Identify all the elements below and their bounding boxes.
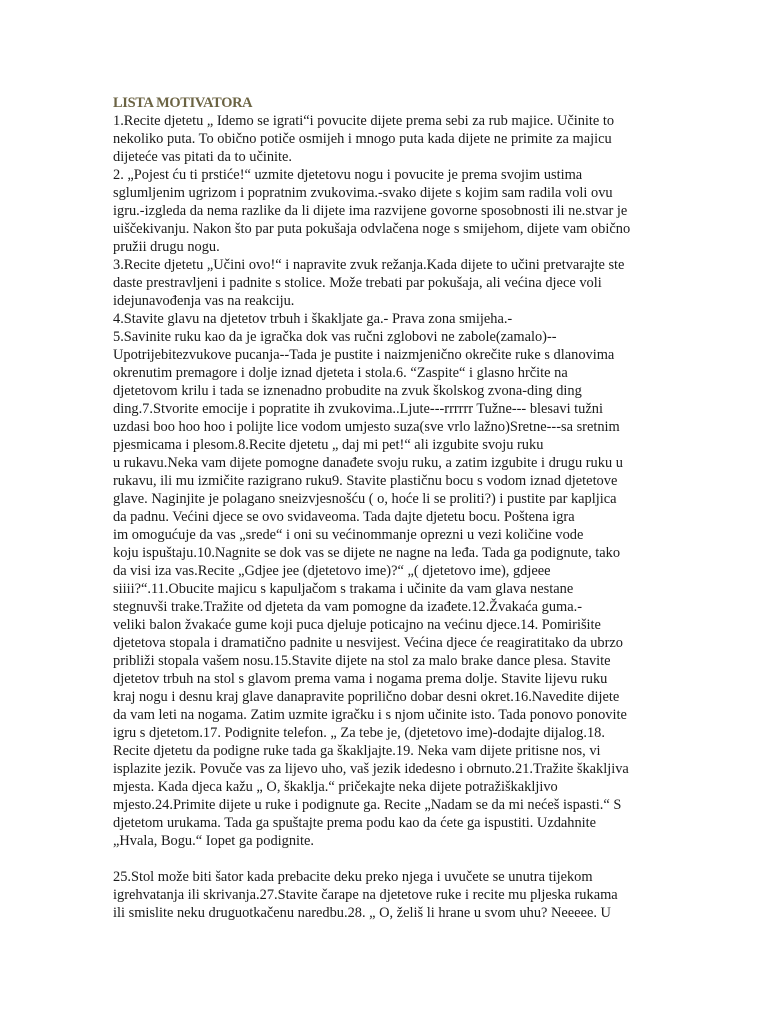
text-line: im omogućuje da vas „srede“ i oni su većinommanje oprezni u vezi količine vode bbox=[113, 527, 584, 543]
text-line: 3.Recite djetetu „Učini ovo!“ i napravite zvuk režanja.Kada dijete to učini pretvarajte ste bbox=[113, 257, 625, 273]
text-line: u rukavu.Neka vam dijete pomogne danađete svoju ruku, a zatim izgubite i drugu ruku u bbox=[113, 455, 623, 471]
paragraph-block-2 bbox=[113, 868, 661, 922]
text-line: glave. Naginjite je polagano sneizvjesnošću ( o, hoće li se proliti?) i pustite par kapljica bbox=[113, 491, 617, 507]
text-line: mjesto.24.Primite dijete u ruke i podignute ga. Recite „Nadam se da mi nećeš ispasti.“ S bbox=[113, 797, 622, 813]
text-line: ding.7.Stvorite emocije i popratite ih zvukovima..Ljute---rrrrrr Tužne--- blesavi tužni bbox=[113, 401, 603, 417]
text-line: uzdasi boo hoo hoo i polijte lice vodom umjesto suza(sve vrlo lažno)Sretne---sa sretnim bbox=[113, 419, 620, 435]
text-line: uiščekivanju. Nakon što par puta pokušaja odvlačena noge s smijehom, dijete vam obično bbox=[113, 221, 631, 237]
text-line: kraj nogu i desnu kraj glave danapravite poprilično dobar desni okret.16.Navedite dijete bbox=[113, 689, 620, 705]
document-body bbox=[113, 94, 661, 922]
text-line: 2. „Pojest ću ti prstiće!“ uzmite djetetovu nogu i povucite je prema svojim ustima bbox=[113, 167, 583, 183]
text-line: nekoliko puta. To obično potiče osmijeh i mnogo puta kada dijete ne primite za majicu bbox=[113, 131, 612, 147]
text-line: da padnu. Većini djece se ovo svidaveoma. Tada dajte djetetu bocu. Poštena igra bbox=[113, 509, 575, 525]
text-line: djetetov trbuh na stol s glavom prema vama i nogama prema dolje. Stavite lijevu ruku bbox=[113, 671, 608, 687]
text-line: siiii?“.11.Obucite majicu s kapuljačom s trakama i učinite da vam glava nestane bbox=[113, 581, 574, 597]
text-line: veliki balon žvakaće gume koji puca djeluje poticajno na većinu djece.14. Pomirišite bbox=[113, 617, 601, 633]
text-line: 25.Stol može biti šator kada prebacite deku preko njega i uvučete se unutra tijekom bbox=[113, 869, 593, 885]
text-line: ili smislite neku druguotkačenu naredbu.28. „ O, želiš li hrane u svom uhu? Neeeee. U bbox=[113, 905, 611, 921]
document-title: LISTA MOTIVATORA bbox=[113, 95, 253, 111]
text-line: igru.-izgleda da nema razlike da li dijete ima razvijene govorne sposobnosti ili ne.stvar je bbox=[113, 203, 628, 219]
text-line: mjesta. Kada djeca kažu „ O, škaklja.“ pričekajte neka dijete potražiškakljivo bbox=[113, 779, 558, 795]
text-line: 4.Stavite glavu na djetetov trbuh i škakljate ga.- Prava zona smijeha.- bbox=[113, 311, 513, 327]
text-line: rukavu, ili mu izmičite razigrano ruku9. Stavite plastičnu bocu s vodom iznad djetetove bbox=[113, 473, 618, 489]
text-line: pružii drugu nogu. bbox=[113, 239, 220, 255]
text-line: 5.Savinite ruku kao da je igračka dok vas ručni zglobovi ne zabole(zamalo)-- bbox=[113, 329, 557, 345]
text-line: igru s djetetom.17. Podignite telefon. „ Za tebe je, (djetetovo ime)-dodajte dijalog.18. bbox=[113, 725, 605, 741]
text-line: da visi iza vas.Recite „Gdjee jee (djetetovo ime)?“ „( djetetovo ime), gdjeee bbox=[113, 563, 551, 579]
text-line: sglumljenim ugrizom i popratnim zvukovima.-svako dijete s kojim sam radila voli ovu bbox=[113, 185, 613, 201]
text-line: daste prestravljeni i padnite s stolice. Može trebati par pokušaja, ali većina djece voli bbox=[113, 275, 602, 291]
text-line: djetetom urukama. Tada ga spuštajte prema podu kao da ćete ga ispustiti. Uzdahnite bbox=[113, 815, 597, 831]
text-line: pjesmicama i plesom.8.Recite djetetu „ daj mi pet!“ ali izgubite svoju ruku bbox=[113, 437, 544, 453]
text-line: okrenutim premagore i dolje iznad djeteta i stola.6. “Zaspite“ i glasno hrčite na bbox=[113, 365, 568, 381]
text-line: da vam leti na nogama. Zatim uzmite igračku i s njom učinite isto. Tada ponovo ponovite bbox=[113, 707, 627, 723]
text-line: Recite djetetu da podigne ruke tada ga škakljajte.19. Neka vam dijete pritisne nos, vi bbox=[113, 743, 601, 759]
text-line: stegnuvši trake.Tražite od djeteta da vam pomogne da izađete.12.Žvakaća guma.- bbox=[113, 599, 582, 615]
text-line: isplazite jezik. Povuče vas za lijevo uho, vaš jezik idedesno i obrnuto.21.Tražite škakljiva bbox=[113, 761, 629, 777]
text-line: idejunavođenja vas na reakciju. bbox=[113, 293, 295, 309]
text-line: Upotrijebitezvukove pucanja--Tada je pustite i naizmjenično okrečite ruke s dlanovima bbox=[113, 347, 615, 363]
text-line: približi stopala vašem nosu.15.Stavite dijete na stol za malo brake dance plesa. Stavite bbox=[113, 653, 611, 669]
paragraph-gap bbox=[113, 850, 661, 868]
text-line: igrehvatanja ili skrivanja.27.Stavite čarape na djetetove ruke i recite mu pljeska rukama bbox=[113, 887, 618, 903]
text-line: „Hvala, Bogu.“ Iopet ga podignite. bbox=[113, 833, 315, 849]
paragraph-block-1 bbox=[113, 112, 661, 850]
text-line: koju ispuštaju.10.Nagnite se dok vas se dijete ne nagne na leđa. Tada ga podignute, tako bbox=[113, 545, 621, 561]
text-line: 1.Recite djetetu „ Idemo se igrati“i povucite dijete prema sebi za rub majice. Učinite to bbox=[113, 113, 615, 129]
text-line: dijeteće vas pitati da to učinite. bbox=[113, 149, 293, 165]
text-line: djetetova stopala i dramatično padnite u nesvijest. Većina djece će reagiratitako da ubrzo bbox=[113, 635, 623, 651]
text-line: djetetovom krilu i tada se iznenadno probudite na zvuk školskog zvona-ding ding bbox=[113, 383, 582, 399]
